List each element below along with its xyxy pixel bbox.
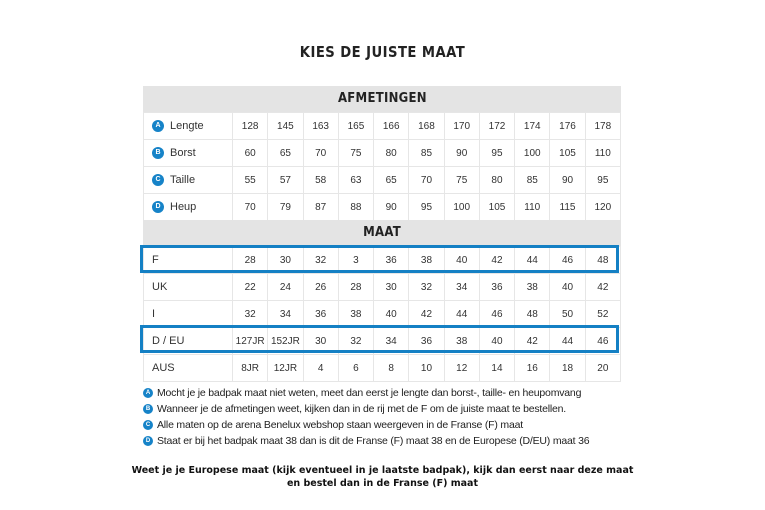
table-cell: 46 <box>479 301 514 328</box>
table-cell: 44 <box>515 247 550 274</box>
table-cell: 80 <box>479 167 514 194</box>
table-cell: 28 <box>338 274 373 301</box>
table-cell: 58 <box>303 167 338 194</box>
measurement-label-text: Borst <box>170 146 196 159</box>
measurement-row <box>144 140 621 167</box>
table-cell: 90 <box>550 167 585 194</box>
table-cell: 40 <box>550 274 585 301</box>
table-cell: 44 <box>550 328 585 355</box>
table-cell: 176 <box>550 113 585 140</box>
measurement-label-text: Taille <box>170 173 196 186</box>
table-cell: 88 <box>338 194 373 221</box>
measurement-row-label <box>144 113 233 140</box>
table-cell: 14 <box>479 355 514 382</box>
table-cell: 34 <box>268 301 303 328</box>
table-cell: 163 <box>303 113 338 140</box>
table-cell: 105 <box>479 194 514 221</box>
table-cell: 128 <box>233 113 268 140</box>
table-cell: 46 <box>550 247 585 274</box>
highlight-d-eu-row <box>140 325 619 353</box>
table-cell: 100 <box>515 140 550 167</box>
table-cell: 178 <box>585 113 620 140</box>
table-cell: 10 <box>409 355 444 382</box>
measurement-row <box>144 113 621 140</box>
table-cell: 168 <box>409 113 444 140</box>
badge-icon: A <box>152 120 164 132</box>
table-cell: 79 <box>268 194 303 221</box>
table-cell: 4 <box>303 355 338 382</box>
table-cell: 65 <box>374 167 409 194</box>
size-label-text: UK <box>152 281 168 293</box>
table-cell: 42 <box>479 247 514 274</box>
table-cell: 85 <box>409 140 444 167</box>
table-cell: 32 <box>338 328 373 355</box>
size-row-label <box>144 301 233 328</box>
measurement-row-label <box>144 167 233 194</box>
table-cell: 46 <box>585 328 620 355</box>
table-cell: 166 <box>374 113 409 140</box>
table-cell: 34 <box>374 328 409 355</box>
table-cell: 36 <box>409 328 444 355</box>
table-cell: 28 <box>233 247 268 274</box>
table-cell: 95 <box>585 167 620 194</box>
table-cell: 57 <box>268 167 303 194</box>
table-cell: 16 <box>515 355 550 382</box>
table-cell: 40 <box>479 328 514 355</box>
table-cell: 174 <box>515 113 550 140</box>
table-cell: 30 <box>268 247 303 274</box>
table-cell: 60 <box>233 140 268 167</box>
size-row-label <box>144 274 233 301</box>
sizes-header-label: MAAT <box>363 225 401 240</box>
badge-icon: D <box>152 201 164 213</box>
size-label-text: AUS <box>152 362 175 374</box>
table-cell: 36 <box>374 247 409 274</box>
table-cell: 127JR <box>233 328 268 355</box>
table-cell: 22 <box>233 274 268 301</box>
measurement-row <box>144 167 621 194</box>
table-cell: 52 <box>585 301 620 328</box>
table-cell: 30 <box>303 328 338 355</box>
table-cell: 42 <box>409 301 444 328</box>
table-cell: 40 <box>374 301 409 328</box>
note-text: Alle maten op de arena Benelux webshop staan weergeven in de Franse (F) maat <box>157 419 523 431</box>
note-text: Mocht je je badpak maat niet weten, meet dan eerst je lengte dan borst-, taille- en heupomvang <box>157 387 582 399</box>
table-cell: 20 <box>585 355 620 382</box>
note-item <box>143 417 643 433</box>
note-item <box>143 401 643 417</box>
table-cell: 145 <box>268 113 303 140</box>
notes-list <box>143 385 643 449</box>
note-item <box>143 385 643 401</box>
table-cell: 105 <box>550 140 585 167</box>
table-cell: 70 <box>233 194 268 221</box>
badge-icon: A <box>143 388 153 398</box>
measurement-label-text: Lengte <box>170 119 204 132</box>
table-cell: 95 <box>409 194 444 221</box>
table-cell: 75 <box>444 167 479 194</box>
badge-icon: B <box>152 147 164 159</box>
table-cell: 8 <box>374 355 409 382</box>
table-cell: 63 <box>338 167 373 194</box>
table-cell: 70 <box>409 167 444 194</box>
table-cell: 32 <box>303 247 338 274</box>
badge-icon: B <box>143 404 153 414</box>
sizes-header <box>143 220 621 246</box>
table-cell: 38 <box>444 328 479 355</box>
table-cell: 42 <box>515 328 550 355</box>
table-cell: 38 <box>409 247 444 274</box>
table-cell: 48 <box>585 247 620 274</box>
table-cell: 32 <box>409 274 444 301</box>
table-cell: 172 <box>479 113 514 140</box>
table-cell: 3 <box>338 247 373 274</box>
table-cell: 75 <box>338 140 373 167</box>
table-cell: 55 <box>233 167 268 194</box>
table-cell: 170 <box>444 113 479 140</box>
table-cell: 120 <box>585 194 620 221</box>
measurements-table <box>143 112 621 221</box>
table-cell: 95 <box>479 140 514 167</box>
table-cell: 90 <box>374 194 409 221</box>
table-cell: 80 <box>374 140 409 167</box>
table-cell: 38 <box>338 301 373 328</box>
table-cell: 6 <box>338 355 373 382</box>
footer-line-1: Weet je je Europese maat (kijk eventueel in je laatste badpak), kijk dan eerst naar deze maat <box>131 465 634 476</box>
table-cell: 44 <box>444 301 479 328</box>
measurements-header-label: AFMETINGEN <box>337 91 427 106</box>
footer-text <box>120 464 645 490</box>
table-cell: 110 <box>585 140 620 167</box>
table-cell: 34 <box>444 274 479 301</box>
table-cell: 32 <box>233 301 268 328</box>
size-label-text: F <box>152 254 159 266</box>
badge-icon: C <box>143 420 153 430</box>
table-cell: 8JR <box>233 355 268 382</box>
table-cell: 36 <box>303 301 338 328</box>
table-cell: 165 <box>338 113 373 140</box>
badge-icon: C <box>152 174 164 186</box>
measurement-row-label <box>144 140 233 167</box>
page-title: KIES DE JUISTE MAAT <box>299 43 466 61</box>
size-row <box>144 355 621 382</box>
size-row-label <box>144 355 233 382</box>
measurement-row <box>144 194 621 221</box>
table-cell: 90 <box>444 140 479 167</box>
badge-icon: D <box>143 436 153 446</box>
size-label-text: I <box>152 308 156 320</box>
table-cell: 30 <box>374 274 409 301</box>
table-cell: 115 <box>550 194 585 221</box>
table-cell: 50 <box>550 301 585 328</box>
table-cell: 18 <box>550 355 585 382</box>
note-item <box>143 433 643 449</box>
table-cell: 70 <box>303 140 338 167</box>
table-cell: 12JR <box>268 355 303 382</box>
table-cell: 24 <box>268 274 303 301</box>
table-cell: 38 <box>515 274 550 301</box>
measurements-header <box>143 86 621 112</box>
highlight-f-row <box>140 245 619 273</box>
measurement-row-label <box>144 194 233 221</box>
table-cell: 65 <box>268 140 303 167</box>
table-cell: 26 <box>303 274 338 301</box>
size-row <box>144 301 621 328</box>
measurement-label-text: Heup <box>170 200 197 213</box>
table-cell: 100 <box>444 194 479 221</box>
table-cell: 110 <box>515 194 550 221</box>
footer-line-2: en bestel dan in de Franse (F) maat <box>286 478 478 489</box>
note-text: Staat er bij het badpak maat 38 dan is dit de Franse (F) maat 38 en de Europese (D/EU) maat 36 <box>157 435 590 447</box>
table-cell: 48 <box>515 301 550 328</box>
size-row <box>144 274 621 301</box>
table-cell: 87 <box>303 194 338 221</box>
note-text: Wanneer je de afmetingen weet, kijken dan in de rij met de F om de juiste maat te bestellen. <box>157 403 567 415</box>
table-cell: 85 <box>515 167 550 194</box>
table-cell: 12 <box>444 355 479 382</box>
table-cell: 42 <box>585 274 620 301</box>
table-cell: 40 <box>444 247 479 274</box>
size-label-text: D / EU <box>152 335 185 347</box>
table-cell: 36 <box>479 274 514 301</box>
table-cell: 152JR <box>268 328 303 355</box>
